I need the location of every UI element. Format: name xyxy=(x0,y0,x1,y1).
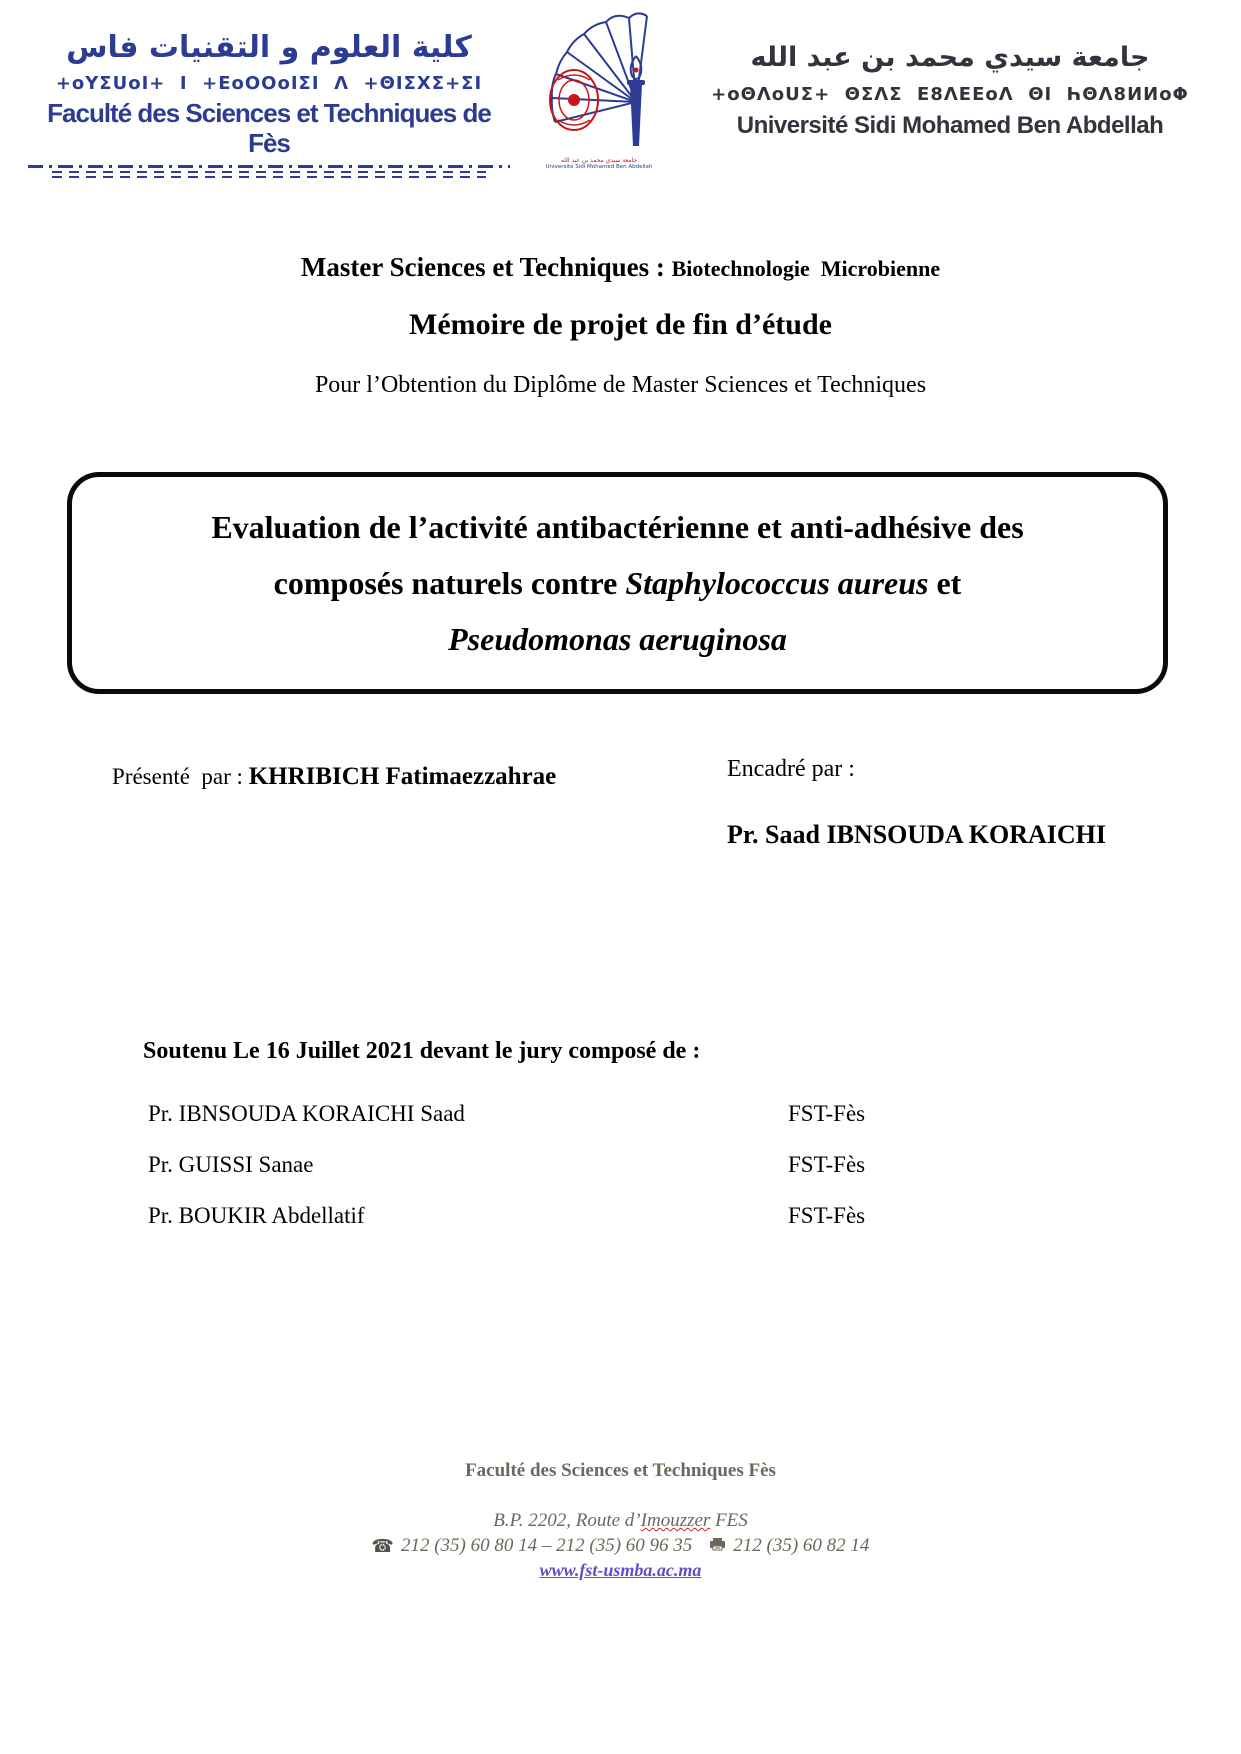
footer-address: B.P. 2202, Route d’Imouzzer FES xyxy=(493,1510,748,1531)
presented-by-label: Présenté par : xyxy=(112,764,249,789)
phone-icon: ☎ xyxy=(371,1535,394,1557)
university-name-tifinagh: +oΘΛoUΣ+ ΘΣΛΣ E8ΛEEoΛ ΘI ҺΘΛ8ИИoΦ xyxy=(711,84,1189,105)
faculty-header-block xyxy=(28,28,510,178)
footer-phone-numbers: 212 (35) 60 80 14 – 212 (35) 60 96 35 xyxy=(400,1535,693,1556)
supervised-by-label: Encadré par : xyxy=(727,756,855,782)
footer-faculty-name: Faculté des Sciences et Techniques Fès xyxy=(465,1460,776,1481)
jury-member-name: Pr. BOUKIR Abdellatif xyxy=(148,1203,365,1228)
dash-dot-divider xyxy=(28,165,510,168)
master-program-label: Master Sciences et Techniques : xyxy=(300,252,672,282)
supervisor-name: Pr. Saad IBNSOUDA KORAICHI xyxy=(727,820,1107,849)
jury-member-name: Pr. IBNSOUDA KORAICHI Saad xyxy=(148,1101,465,1126)
website-link[interactable]: www.fst-usmba.ac.ma xyxy=(539,1560,702,1580)
spellcheck-wavy-word: Imouzzer xyxy=(640,1510,711,1531)
logo-caption-arabic: جامعة سيدي محمد بن عبد الله xyxy=(560,157,638,164)
master-program-line xyxy=(0,252,1241,283)
thesis-title-line2: composés naturels contre Staphylococcus aureus et xyxy=(273,565,962,601)
faculty-name-arabic: كلية العلوم و التقنيات فاس xyxy=(66,30,472,65)
master-program-speciality: Biotechnologie Microbienne xyxy=(671,256,941,281)
faculty-name-tifinagh: +oYΣUoI+ I +EoOOoIΣI Λ +ΘIΣXΣ+ΣI xyxy=(55,73,483,94)
defense-intro-line: Soutenu Le 16 Juillet 2021 devant le jury composé de : xyxy=(143,1038,701,1064)
logo-caption xyxy=(508,153,690,171)
thesis-title-line1: Evaluation de l’activité antibactérienne et anti-adhésive des xyxy=(211,509,1024,545)
jury-member-affiliation: FST-Fès xyxy=(788,1101,866,1126)
fax-icon xyxy=(709,1535,726,1557)
footer-block xyxy=(0,1460,1241,1581)
memoire-line: Mémoire de projet de fin d’étude xyxy=(409,308,832,341)
presented-by-line xyxy=(112,763,556,791)
university-name-french: Université Sidi Mohamed Ben Abdellah xyxy=(736,112,1164,139)
thesis-title-box xyxy=(67,472,1168,694)
university-logo-icon xyxy=(508,0,690,150)
footer-fax-number: 212 (35) 60 82 14 xyxy=(733,1535,870,1556)
faculty-name-french: Faculté des Sciences et Techniques de Fès xyxy=(47,98,491,158)
footer-website-line xyxy=(0,1560,1241,1581)
logo-caption-french: Université Sidi Mohamed Ben Abdellah xyxy=(545,164,653,170)
university-header-block xyxy=(688,40,1212,140)
university-logo xyxy=(508,0,690,168)
species-pseudomonas: Pseudomonas aeruginosa xyxy=(448,621,787,657)
university-name-arabic: جامعة سيدي محمد بن عبد الله xyxy=(750,42,1150,73)
jury-member-affiliation: FST-Fès xyxy=(788,1152,866,1177)
species-staphylococcus: Staphylococcus aureus xyxy=(625,565,929,601)
jury-member-name: Pr. GUISSI Sanae xyxy=(148,1152,314,1177)
student-name: KHRIBICH Fatimaezzahrae xyxy=(248,763,557,790)
double-dash-divider xyxy=(52,171,486,178)
obtention-line: Pour l’Obtention du Diplôme de Master Sciences et Techniques xyxy=(314,372,927,398)
jury-member-affiliation: FST-Fès xyxy=(788,1203,866,1228)
footer-phone-line xyxy=(0,1535,1241,1557)
